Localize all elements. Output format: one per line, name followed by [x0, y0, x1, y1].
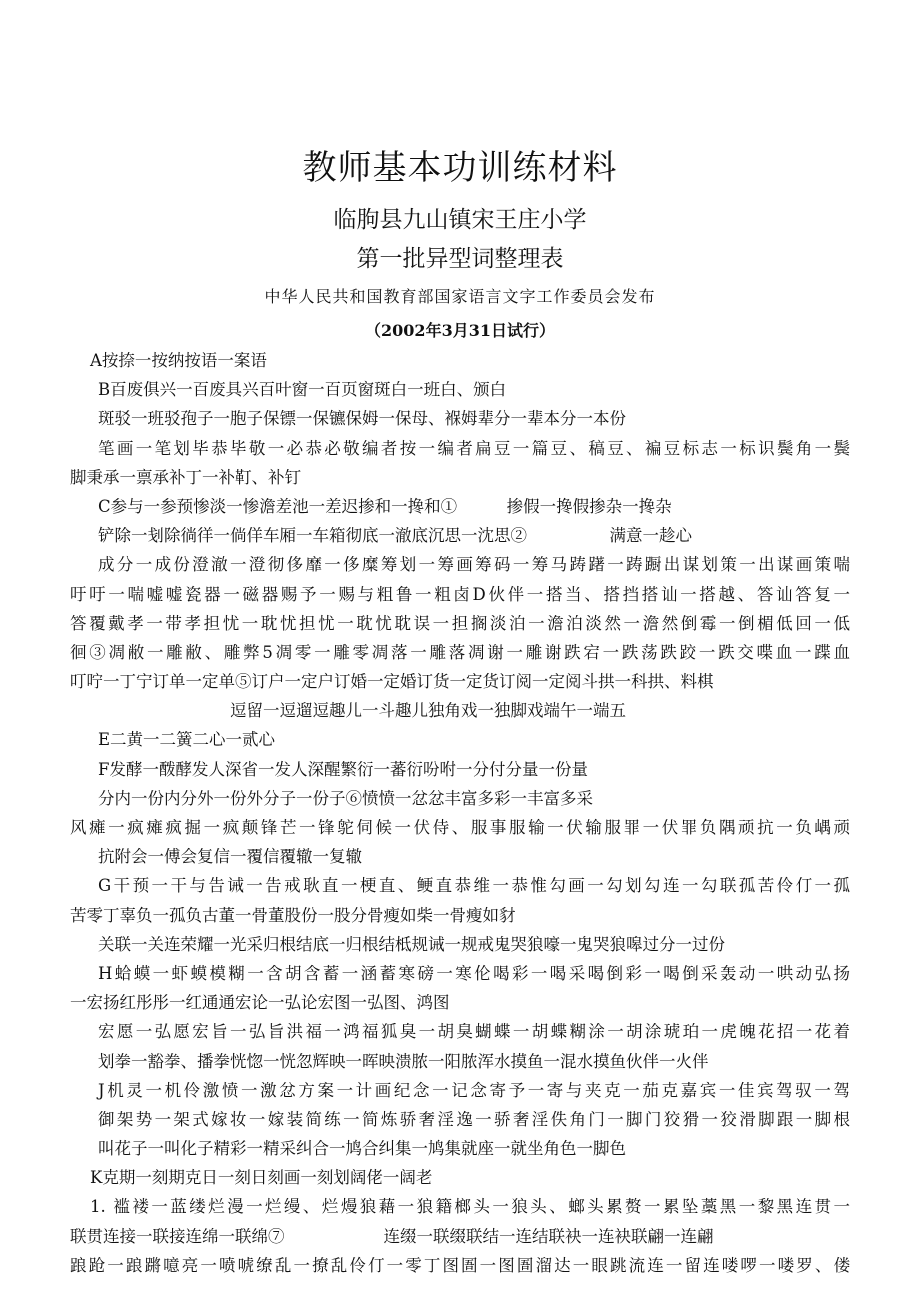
list-line: 划拳一豁拳、播拳恍惚一恍忽辉映一晖映溃脓一阳脓浑水摸鱼一混水摸鱼伙伴一火伴 — [98, 1051, 709, 1071]
list-line: 铲除一刬除徜徉一倘佯车厢一车箱彻底一澈底沉思一沈思② 满意一趁心 — [98, 526, 692, 546]
list-line: 叮咛一丁宁订单一定单⑤订户一定户订婚一定婚订货一定货订阅一定阅斗拱一科拱、料棋 — [70, 672, 714, 692]
list-line: 逗留一逗遛逗趣儿一斗趣儿独角戏一独脚戏端午一端五 — [230, 701, 626, 721]
list-line: 成分一成份澄澈一澄彻侈靡一侈糜筹划一筹画筹码一筹马踌躇一踌蹰出谋划策一出谋画策喘 — [98, 555, 850, 575]
list-line: F发酵一酦酵发人深省一发人深醒繁衍一蕃衍吩咐一分付分量一份量 — [98, 759, 588, 779]
word-list-body — [70, 346, 850, 1280]
list-line: J机灵一机伶激愤一激忿方案一计画纪念一记念寄予一寄与夹克一茄克嘉宾一佳宾驾驭一驾 — [98, 1080, 850, 1100]
list-line: 叫花子一叫化子精彩一精采纠合一鸠合纠集一鸠集就座一就坐角色一脚色 — [98, 1139, 626, 1159]
list-line: 抗附会一傅会复信一覆信覆辙一复辙 — [98, 847, 362, 867]
list-line: 笔画一笔划毕恭毕敬一必恭必敬编者按一编者扁豆一篇豆、稿豆、褊豆标志一标识鬓角一鬓 — [98, 438, 850, 458]
list-line: 宏愿一弘愿宏旨一弘旨洪福一鸿福狐臭一胡臭蝴蝶一胡蝶糊涂一胡涂琥珀一虎魄花招一花着 — [98, 1022, 850, 1042]
list-line: E二黄一二簧二心一贰心 — [98, 730, 276, 750]
list-line: H蛤蟆一虾蟆模糊一含胡含蓄一涵蓄寒磅一寒伦喝彩一喝采喝倒彩一喝倒采轰动一哄动弘扬 — [98, 963, 850, 983]
list-line: C参与一参预惨淡一惨澹差池一差迟掺和一搀和① 掺假一搀假掺杂一搀杂 — [98, 496, 672, 516]
list-line: 关联一关连荣耀一光采归根结底一归根结柢规诫一规戒鬼哭狼嚎一鬼哭狼嗥过分一过份 — [98, 934, 725, 954]
list-line: 苦零丁辜负一孤负古董一骨董股份一股分骨瘦如柴一骨瘦如豺 — [70, 905, 516, 925]
list-line: K克期一刻期克日一刻日刻画一刻划阔佬一阔老 — [90, 1168, 433, 1188]
document-title: 教师基本功训练材料 — [302, 148, 618, 188]
list-line: 1. 褴褛一蓝缕烂漫一烂缦、烂熳狼藉一狼籍榔头一狼头、螂头累赘一累坠藁黑一黎黑连贯一 — [90, 1197, 850, 1217]
list-line: 斑驳一班驳孢子一胞子保镖一保镳保姆一保母、褓姆辈分一辈本分一本份 — [98, 409, 626, 429]
list-line: 一宏扬红彤彤一红通通宏论一弘论宏图一弘图、鸿图 — [70, 993, 450, 1013]
list-line: 风瘫一疯瘫疯掘一疯颠锋芒一锋鸵伺候一伏侍、服事服输一伏输服罪一伏罪负隅顽抗一负嵎顽 — [70, 818, 850, 837]
date-line: （2002年3月31日试行） — [365, 321, 555, 340]
list-line: 御架势一架式嫁妆一嫁装简练一简炼骄奢淫逸一骄奢淫佚角门一脚门狡猾一狡滑脚跟一脚根 — [98, 1109, 850, 1129]
list-line: 吁吁一喘嘘嘘瓷器一磁器赐予一赐与粗鲁一粗卤D伙伴一搭当、搭挡搭讪一搭越、答讪答复一 — [70, 584, 850, 604]
table-title: 第一批异型词整理表 — [356, 246, 564, 272]
list-line: 答覆戴孝一带孝担忧一耽忧担忧一耽忧耽误一担搁淡泊一澹泊淡然一澹然倒霉一倒楣低回一低 — [70, 613, 850, 633]
list-line: 踉跄一踉蹡噫亮一喷唬缭乱一撩乱伶仃一零丁图圄一图圄溜达一眼跳流连一留连喽啰一喽罗、偻 — [70, 1255, 850, 1275]
list-line: 脚秉承一禀承补丁一补靪、补钉 — [70, 467, 301, 487]
list-line: 联贯连接一联接连绵一联绵⑦ 连缀一联缀联结一连结联袂一连袂联翩一连翩 — [70, 1226, 714, 1246]
list-line: G干预一干与告诫一告戒耿直一梗直、鲠直恭维一恭惟勾画一勾划勾连一勾联孤苦伶仃一孤 — [98, 876, 850, 896]
school-name: 临朐县九山镇宋王庄小学 — [333, 207, 587, 233]
list-line: A按捺一按纳按语一案语 — [90, 351, 267, 370]
list-line: 分内一份内分外一份外分子一份子⑥愤愤一忿忿丰富多彩一丰富多采 — [98, 788, 593, 808]
publisher-line: 中华人民共和国教育部国家语言文字工作委员会发布 — [264, 287, 656, 306]
list-line: B百废俱兴一百废具兴百叶窗一百页窗斑白一班白、颁白 — [98, 380, 507, 400]
list-line: 徊③凋敝一雕敝、雕弊5凋零一雕零凋落一雕落凋谢一雕谢跌宕一跌荡跌跤一跌交喋血一蹀血 — [70, 642, 850, 662]
